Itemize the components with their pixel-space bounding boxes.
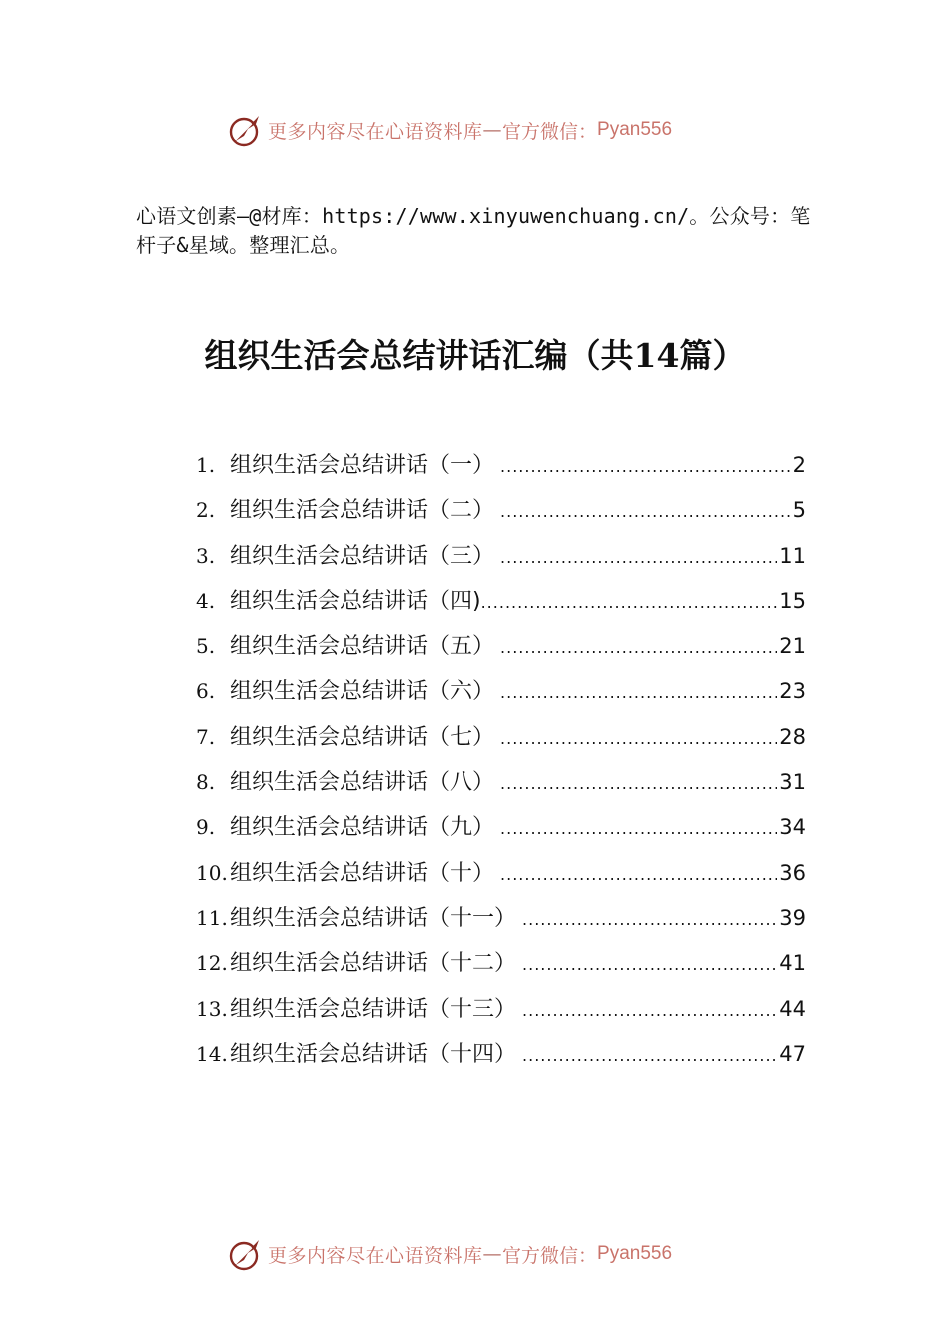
toc-leader — [500, 774, 777, 793]
intro-text: 心语文创素—@材库：https://www.xinyuwenchuang.cn/。公众号：笔杆子&星域。整理汇总。 — [136, 204, 811, 257]
toc-label: 组织生活会总结讲话（四) — [230, 588, 481, 614]
toc-item[interactable] — [196, 493, 806, 538]
banner-dash: — — [482, 119, 503, 141]
toc-page: 47 — [779, 1041, 806, 1066]
toc-number: 13. — [196, 996, 228, 1021]
toc-item[interactable] — [196, 946, 806, 991]
table-of-contents — [196, 448, 806, 1082]
toc-page: 5 — [792, 498, 806, 523]
toc-label: 组织生活会总结讲话（十一） — [230, 905, 517, 931]
toc-label: 组织生活会总结讲话（十二） — [230, 951, 517, 977]
toc-page: 11 — [779, 543, 806, 568]
quill-logo-icon — [228, 112, 264, 148]
toc-leader — [522, 955, 777, 974]
banner-dash: — — [482, 1243, 503, 1265]
toc-label: 组织生活会总结讲话（一） — [230, 453, 495, 478]
toc-page: 36 — [779, 860, 806, 885]
toc-leader — [522, 1046, 777, 1065]
toc-page: 41 — [779, 951, 806, 976]
toc-number: 3. — [196, 543, 216, 568]
banner-text: 更多内容尽在心语资料库 — [268, 120, 483, 143]
toc-page: 39 — [779, 905, 806, 930]
toc-number: 1. — [196, 453, 216, 477]
toc-leader — [500, 502, 791, 521]
toc-item[interactable] — [196, 901, 806, 946]
toc-number: 9. — [196, 815, 216, 840]
toc-leader — [500, 548, 777, 567]
toc-page: 21 — [779, 634, 806, 659]
toc-number: 8. — [196, 770, 216, 795]
toc-label: 组织生活会总结讲话（九） — [230, 815, 495, 841]
toc-number: 10. — [196, 860, 228, 885]
toc-item[interactable] — [196, 720, 806, 765]
toc-number: 5. — [196, 634, 216, 659]
toc-number: 14. — [196, 1041, 228, 1066]
toc-label: 组织生活会总结讲话（八） — [230, 770, 495, 796]
toc-page: 2 — [792, 453, 806, 477]
toc-item[interactable] — [196, 629, 806, 674]
toc-item[interactable] — [196, 765, 806, 810]
toc-number: 4. — [196, 588, 216, 613]
toc-item[interactable] — [196, 856, 806, 901]
header-banner — [0, 110, 950, 150]
toc-page: 34 — [779, 815, 806, 840]
toc-page: 44 — [779, 996, 806, 1021]
toc-page: 31 — [779, 770, 806, 795]
toc-label: 组织生活会总结讲话（三） — [230, 543, 495, 569]
document-title: 组织生活会总结讲话汇编（共14篇） — [204, 336, 746, 375]
toc-item[interactable] — [196, 1037, 806, 1082]
toc-item[interactable] — [196, 584, 806, 629]
toc-number: 6. — [196, 679, 216, 704]
toc-number: 11. — [196, 905, 228, 930]
toc-leader — [481, 593, 778, 612]
toc-leader — [500, 638, 777, 657]
toc-number: 7. — [196, 724, 216, 749]
toc-label: 组织生活会总结讲话（十三） — [230, 996, 517, 1022]
toc-leader — [522, 910, 777, 929]
toc-label: 组织生活会总结讲话（七） — [230, 724, 495, 750]
toc-leader — [500, 683, 777, 702]
banner-text: 更多内容尽在心语资料库 — [268, 1244, 483, 1267]
toc-leader — [500, 865, 777, 884]
toc-label: 组织生活会总结讲话（二） — [230, 498, 495, 524]
toc-item[interactable] — [196, 674, 806, 719]
toc-label: 组织生活会总结讲话（五） — [230, 634, 495, 660]
toc-number: 2. — [196, 498, 216, 523]
wechat-id: Pyan556 — [597, 1243, 673, 1264]
toc-label: 组织生活会总结讲话（十） — [230, 860, 495, 886]
toc-item[interactable] — [196, 539, 806, 584]
toc-number: 12. — [196, 951, 228, 976]
toc-item[interactable] — [196, 992, 806, 1037]
toc-leader — [522, 1001, 777, 1020]
toc-label: 组织生活会总结讲话（六） — [230, 679, 495, 705]
wechat-id: Pyan556 — [597, 119, 673, 140]
toc-item[interactable] — [196, 448, 806, 493]
toc-page: 23 — [779, 679, 806, 704]
toc-leader — [500, 457, 791, 476]
footer-banner — [0, 1234, 950, 1274]
toc-page: 28 — [779, 724, 806, 749]
toc-leader — [500, 729, 777, 748]
quill-logo-icon — [228, 1236, 264, 1272]
toc-item[interactable] — [196, 810, 806, 855]
toc-page: 15 — [779, 588, 806, 613]
toc-label: 组织生活会总结讲话（十四） — [230, 1041, 517, 1067]
wechat-label: 官方微信： — [502, 120, 598, 143]
wechat-label: 官方微信： — [502, 1244, 598, 1267]
toc-leader — [500, 819, 777, 838]
